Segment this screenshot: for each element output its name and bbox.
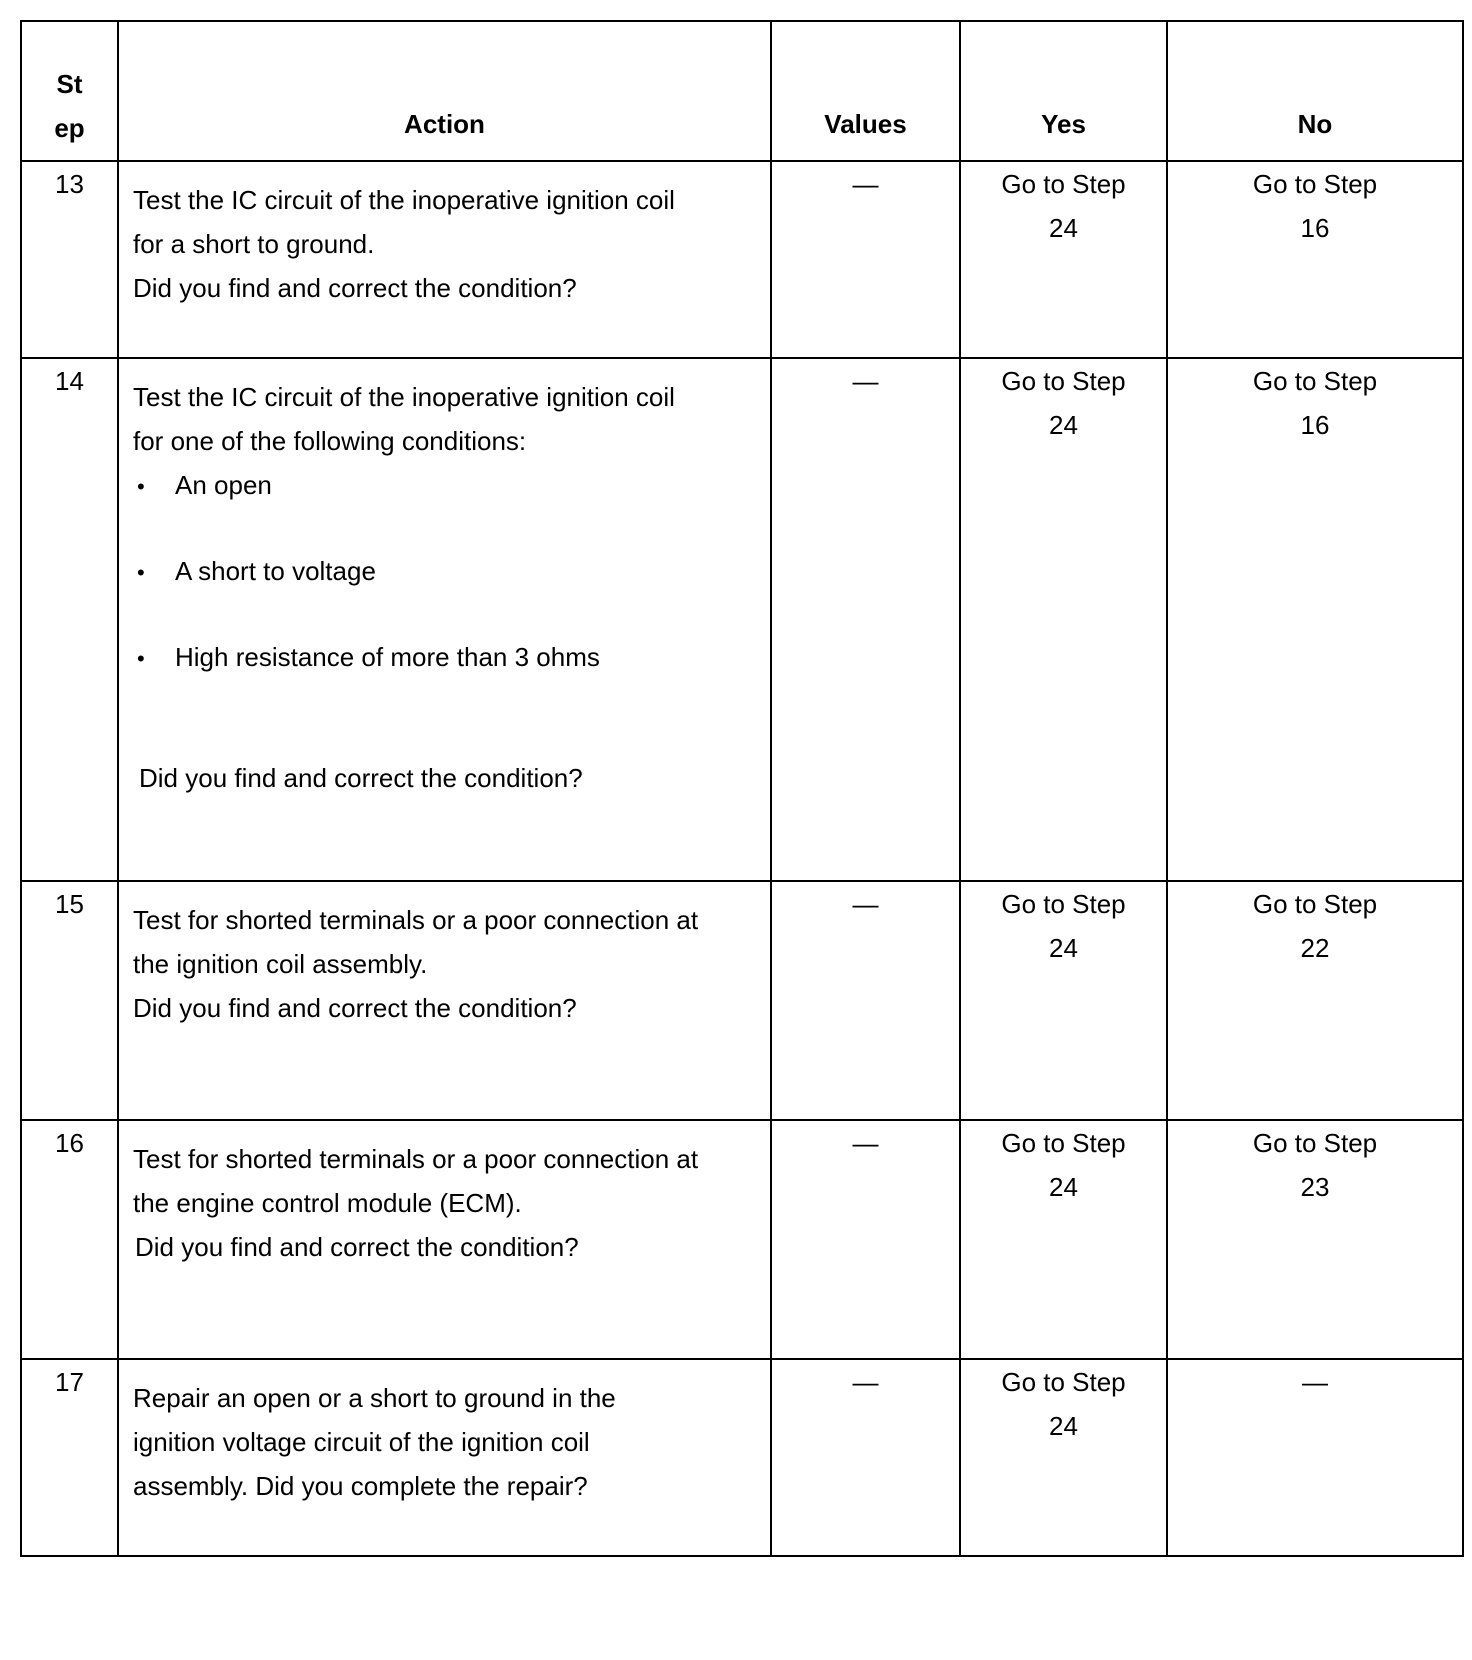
yes-goto-label: Go to Step [1001,1128,1126,1158]
action-question: Did you find and correct the condition? [133,273,577,303]
bullet-icon: • [137,646,145,671]
action-line: ignition voltage circuit of the ignition coil [133,1427,590,1457]
header-no: No [1167,21,1463,161]
action-line: Test for shorted terminals or a poor connection at [133,905,699,935]
diagnostic-table [20,20,1464,1557]
yes-goto-step: 24 [1049,213,1078,243]
no-goto-label: Go to Step [1252,169,1378,199]
yes-cell [960,1120,1167,1359]
action-cell [118,1120,771,1359]
bullet-text: High resistance of more than 3 ohms [175,642,600,672]
no-goto-step: 22 [1300,933,1330,963]
header-action: Action [118,21,771,161]
action-line: for one of the following conditions: [133,426,527,456]
action-question: Did you find and correct the condition? [135,1232,579,1262]
bullet-icon: • [137,560,145,585]
table-row [21,161,1463,358]
action-line: the engine control module (ECM). [133,1188,522,1218]
no-cell [1167,161,1463,358]
header-step-line-2: ep [54,113,85,143]
header-yes: Yes [960,21,1167,161]
action-cell [118,161,771,358]
action-line: the ignition coil assembly. [133,949,428,979]
action-cell [118,881,771,1120]
values-cell: — [771,161,960,358]
action-line: for a short to ground. [133,229,375,259]
header-step-line-1: St [56,69,83,99]
table-row [21,1359,1463,1556]
yes-goto-label: Go to Step [1001,889,1126,919]
no-value-dash: — [1302,1367,1328,1397]
yes-goto-label: Go to Step [1001,366,1126,396]
bullet-item [133,549,760,595]
yes-goto-label: Go to Step [1001,1367,1126,1397]
bullet-text: An open [175,470,272,500]
no-goto-step: 16 [1300,410,1330,440]
bullet-item [133,635,760,681]
no-cell [1167,358,1463,881]
header-row [21,21,1463,161]
values-cell: — [771,1359,960,1556]
table-row [21,881,1463,1120]
values-cell: — [771,358,960,881]
yes-goto-step: 24 [1049,1172,1078,1202]
yes-goto-step: 24 [1049,410,1078,440]
no-cell [1167,1120,1463,1359]
values-cell: — [771,881,960,1120]
no-cell [1167,881,1463,1120]
no-goto-label: Go to Step [1252,889,1378,919]
yes-goto-step: 24 [1049,1411,1078,1441]
bullet-item [133,463,760,509]
action-line: Test for shorted terminals or a poor connection at [133,1144,699,1174]
bullet-text: A short to voltage [175,556,376,586]
action-line: Repair an open or a short to ground in the [133,1383,616,1413]
yes-goto-step: 24 [1049,933,1078,963]
yes-cell [960,358,1167,881]
header-values: Values [771,21,960,161]
step-number: 15 [21,881,118,1120]
table-row [21,1120,1463,1359]
yes-cell [960,881,1167,1120]
no-goto-step: 16 [1300,213,1330,243]
action-cell [118,358,771,881]
step-number: 13 [21,161,118,358]
table-row [21,358,1463,881]
step-number: 14 [21,358,118,881]
yes-cell [960,1359,1167,1556]
action-question: Did you find and correct the condition? [133,993,577,1023]
no-goto-step: 23 [1300,1172,1330,1202]
action-question: Did you find and correct the condition? [139,763,583,793]
values-cell: — [771,1120,960,1359]
yes-cell [960,161,1167,358]
no-cell [1167,1359,1463,1556]
no-goto-label: Go to Step [1252,366,1378,396]
step-number: 17 [21,1359,118,1556]
bullet-icon: • [137,474,145,499]
action-question: assembly. Did you complete the repair? [133,1471,588,1501]
action-cell [118,1359,771,1556]
step-number: 16 [21,1120,118,1359]
yes-goto-label: Go to Step [1001,169,1126,199]
action-line: Test the IC circuit of the inoperative ignition coil [133,185,675,215]
no-goto-label: Go to Step [1252,1128,1378,1158]
header-step [21,21,118,161]
action-line: Test the IC circuit of the inoperative ignition coil [133,382,675,412]
